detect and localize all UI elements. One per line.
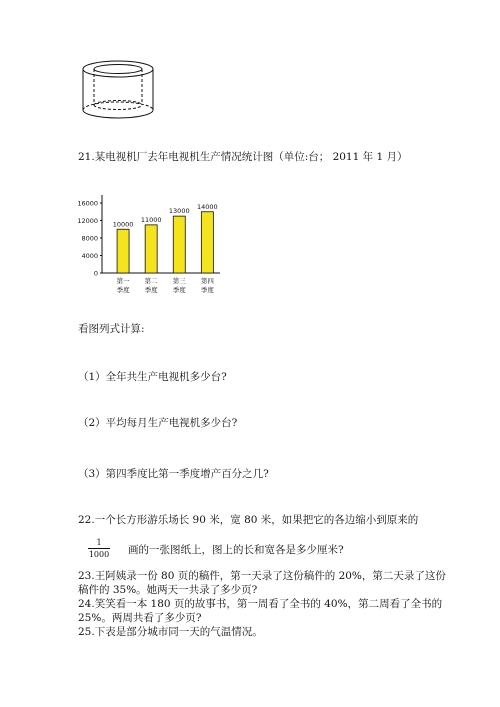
y-tick-label: 8000: [81, 234, 98, 243]
category-label: 季度: [200, 286, 214, 294]
data-label: 10000: [112, 220, 134, 229]
category-label: 第三: [172, 277, 186, 285]
fraction-bar: [88, 548, 110, 549]
fraction-denominator: 1000: [88, 550, 110, 559]
q24-line2: 25%。两周共看了多少页?: [78, 612, 202, 624]
bar: [145, 225, 157, 273]
q22-fraction: [88, 538, 110, 559]
category-label: 季度: [116, 286, 130, 294]
y-tick-label: 12000: [77, 217, 98, 225]
q21-sub1: （1）全年共生产电视机多少台?: [78, 371, 227, 383]
cylinder-figure: [70, 55, 170, 125]
q21-sub3: （3）第四季度比第一季度增产百分之几?: [78, 468, 269, 480]
category-label: 第四: [200, 277, 214, 285]
fraction-numerator: 1: [96, 538, 102, 547]
bar: [201, 212, 213, 273]
q21-prompt: 看图列式计算:: [78, 323, 145, 335]
y-tick-label: 16000: [77, 199, 98, 208]
category-label: 季度: [172, 286, 186, 294]
category-label: 第二: [144, 277, 158, 285]
q24-line1: 24.笑笑看一本 180 页的故事书，第一周看了全书的 40%，第二周看了全书的: [78, 598, 443, 610]
data-label: 11000: [140, 215, 162, 224]
q25-line1: 25.下表是部分城市同一天的气温情况。: [78, 626, 263, 638]
category-label: 季度: [144, 286, 158, 294]
q22-line2: 画的一张图纸上，图上的长和宽各是多少厘米?: [128, 544, 344, 556]
q22-line1: 22.一个长方形游乐场长 90 米，宽 80 米，如果把它的各边缩小到原来的: [78, 514, 419, 526]
q23-line2: 稿件的 35%。她两天一共录了多少页?: [78, 584, 258, 596]
bar: [173, 216, 185, 273]
q21-sub2: （2）平均每月生产电视机多少台?: [78, 417, 238, 429]
y-tick-label: 4000: [81, 252, 98, 260]
q21-title: 21.某电视机厂去年电视机生产情况统计图（单位:台； 2011 年 1 月）: [78, 151, 408, 163]
q23-line1: 23.王阿姨录一份 80 页的稿件，第一天录了这份稿件的 20%，第二天录了这份: [78, 570, 446, 582]
data-label: 14000: [197, 202, 218, 211]
category-label: 第一: [116, 277, 130, 285]
bar: [117, 229, 129, 273]
y-tick-label: 0: [93, 269, 98, 278]
bar-chart: [70, 185, 230, 305]
data-label: 13000: [168, 207, 190, 216]
